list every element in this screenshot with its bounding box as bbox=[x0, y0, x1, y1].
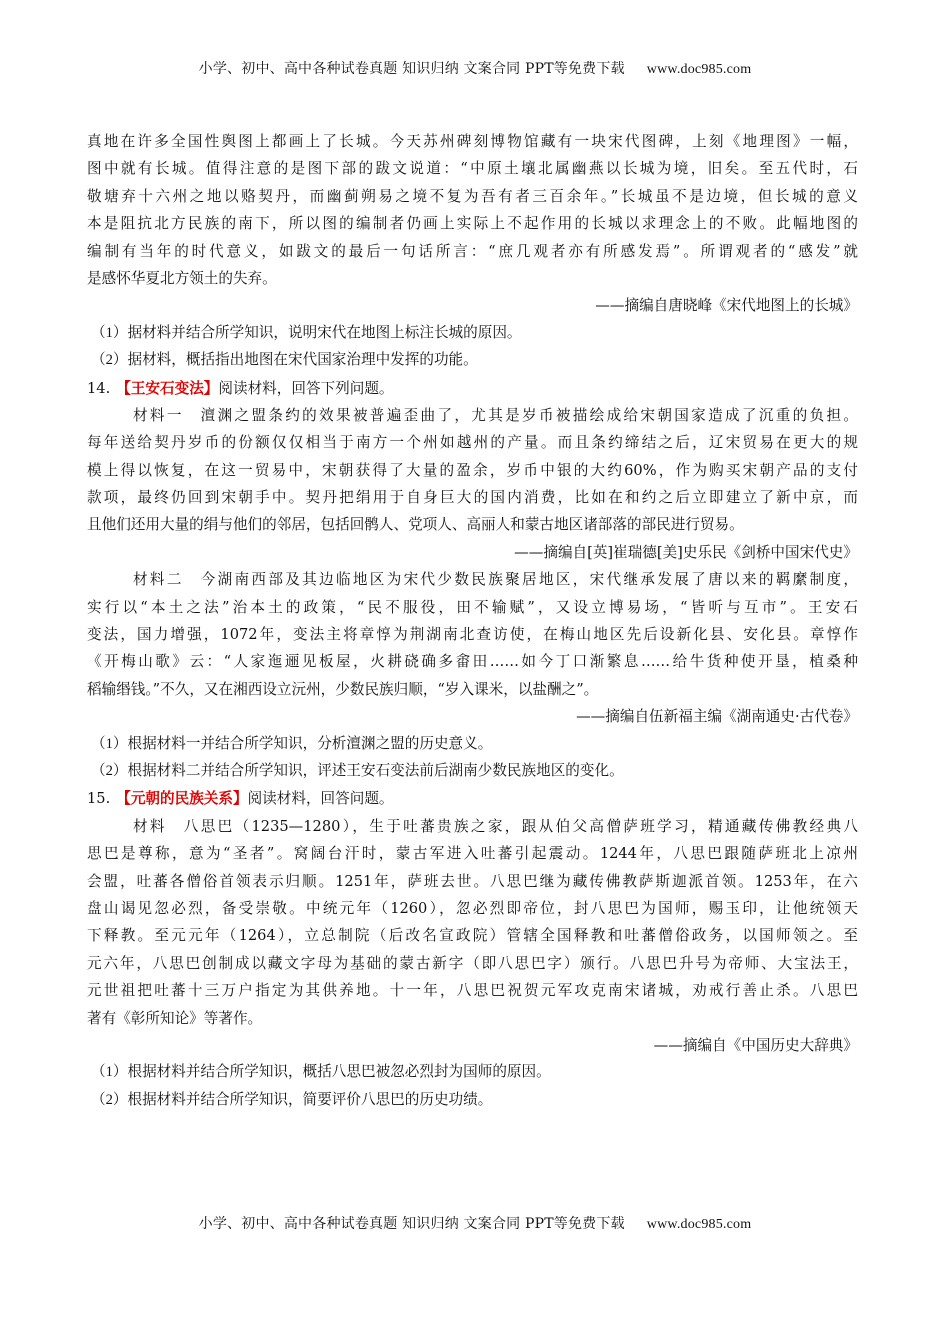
paragraph-line: 下释教。至元元年（1264），立总制院（后改名宣政院）管辖全国释教和吐蕃僧俗政务，以国师领之。至 bbox=[87, 927, 858, 945]
question-item: （2）据材料，概括指出地图在宋代国家治理中发挥的功能。 bbox=[91, 352, 478, 369]
source-citation: ——摘编自唐晓峰《宋代地图上的长城》 bbox=[595, 297, 858, 315]
footer-text: 小学、初中、高中各种试卷真题 知识归纳 文案合同 PPT等免费下载 bbox=[198, 1216, 625, 1232]
question-heading bbox=[87, 375, 858, 402]
question-topic-label: 【王安石变法】 bbox=[116, 379, 219, 397]
question-instruction: 阅读材料，回答问题。 bbox=[247, 790, 394, 808]
source-citation: ——摘编自《中国历史大辞典》 bbox=[653, 1036, 858, 1054]
paragraph-line: 且他们还用大量的绢与他们的邻居，包括回鹘人、党项人、高丽人和蒙古地区诸部落的部民进行贸易。 bbox=[87, 516, 744, 534]
question-topic-label: 【元朝的民族关系】 bbox=[116, 790, 248, 808]
paragraph-line: 会盟，吐蕃各僧俗首领表示归顺。1251年，萨班去世。八思巴继为藏传佛教萨斯迦派首领。1253年，在六 bbox=[87, 872, 858, 890]
paragraph-line: 实行以“本土之法”治本土的政策，“民不服役，田不输赋”，又设立博易场，“皆听与互市”。王安石 bbox=[87, 598, 858, 616]
paragraph-line: 模上得以恢复，在这一贸易中，宋朝获得了大量的盈余，岁币中银的大约60%，作为购买宋朝产品的支付 bbox=[87, 461, 858, 479]
page-header bbox=[0, 58, 950, 78]
question-instruction: 阅读材料，回答下列问题。 bbox=[218, 379, 394, 397]
paragraph-line: 真地在许多全国性舆图上都画上了长城。今天苏州碑刻博物馆藏有一块宋代图碑，上刻《地理图》一幅， bbox=[87, 133, 858, 150]
paragraph-line: 本是阻抗北方民族的南下，所以图的编制者仍画上实际上不起作用的长城以求理念上的不败。此幅地图的 bbox=[87, 215, 858, 233]
paragraph-line: 是感怀华夏北方领土的失弃。 bbox=[87, 269, 277, 287]
question-item: （1）根据材料一并结合所学知识，分析澶渊之盟的历史意义。 bbox=[91, 735, 493, 752]
document-body bbox=[87, 128, 858, 1114]
question-number: 14. bbox=[87, 379, 111, 397]
paragraph-line: 思巴是尊称，意为“圣者”。窝阔台汗时，蒙古军进入吐蕃引起震动。1244年，八思巴跟随萨班北上凉州 bbox=[87, 845, 858, 863]
header-text: 小学、初中、高中各种试卷真题 知识归纳 文案合同 PPT等免费下载 bbox=[198, 61, 625, 77]
header-url[interactable]: www.doc985.com bbox=[646, 62, 752, 77]
material-line: 材料二 今湖南西部及其边临地区为宋代少数民族聚居地区，宋代继承发展了唐以来的羁縻制度， bbox=[133, 571, 858, 589]
material-line: 材料 八思巴（1235—1280），生于吐蕃贵族之家，跟从伯父高僧萨班学习，精通藏传佛教经典八 bbox=[133, 817, 858, 835]
paragraph-line: 元六年，八思巴创制成以藏文字母为基础的蒙古新字（即八思巴字）颁行。八思巴升号为帝师、大宝法王， bbox=[87, 954, 858, 972]
question-number: 15. bbox=[87, 790, 111, 808]
source-citation: ——摘编自[英]崔瑞德[美]史乐民《剑桥中国宋代史》 bbox=[514, 543, 858, 561]
paragraph-line: 每年送给契丹岁币的份额仅仅相当于南方一个州如越州的产量。而且条约缔结之后，辽宋贸易在更大的规 bbox=[87, 434, 858, 452]
question-item: （1）根据材料并结合所学知识，概括八思巴被忽必烈封为国师的原因。 bbox=[91, 1064, 551, 1081]
paragraph-line: 图中就有长城。值得注意的是图下部的跋文说道：“中原土壤北属幽燕以长城为境，旧矣。至五代时，石 bbox=[87, 160, 858, 178]
paragraph-line: 元世祖把吐蕃十三万户指定为其供养地。十一年，八思巴祝贺元军攻克南宋诸城，劝戒行善止杀。八思巴 bbox=[87, 982, 858, 1000]
source-citation: ——摘编自伍新福主编《湖南通史·古代卷》 bbox=[576, 708, 858, 726]
question-heading bbox=[87, 785, 858, 812]
footer-url[interactable]: www.doc985.com bbox=[646, 1217, 752, 1232]
paragraph-line: 变法，国力增强，1072年，变法主将章惇为荆湖南北查访使，在梅山地区先后设新化县、安化县。章惇作 bbox=[87, 626, 858, 644]
question-item: （1）据材料并结合所学知识，说明宋代在地图上标注长城的原因。 bbox=[91, 324, 522, 341]
paragraph-line: 编制有当年的时代意义，如跋文的最后一句话所言：“庶几观者亦有所感发焉”。所谓观者的“感发”就 bbox=[87, 242, 858, 260]
paragraph-line: 《开梅山歌》云：“人家迤逦见板屋，火耕硗确多畬田……如今丁口渐繁息……给牛货种使开垦，植桑种 bbox=[87, 653, 858, 671]
paragraph-line: 款项，最终仍回到宋朝手中。契丹把绢用于自身巨大的国内消费，比如在和约之后立即建立了新中京，而 bbox=[87, 489, 858, 507]
material-line: 材料一 澶渊之盟条约的效果被普遍歪曲了，尤其是岁币被描绘成给宋朝国家造成了沉重的负担。 bbox=[133, 406, 858, 424]
page-footer bbox=[0, 1213, 950, 1233]
question-item: （2）根据材料二并结合所学知识，评述王安石变法前后湖南少数民族地区的变化。 bbox=[91, 762, 624, 779]
paragraph-line: 盘山谒见忽必烈，备受崇敬。中统元年（1260），忽必烈即帝位，封八思巴为国师，赐玉印，让他统领天 bbox=[87, 899, 858, 917]
paragraph-line: 敬塘弃十六州之地以赂契丹，而幽蓟朔易之境不复为吾有者三百余年。”长城虽不是边境，但长城的意义 bbox=[87, 187, 858, 205]
question-item: （2）根据材料并结合所学知识，简要评价八思巴的历史功绩。 bbox=[91, 1091, 493, 1108]
paragraph-line: 著有《彰所知论》等著作。 bbox=[87, 1009, 263, 1027]
paragraph-line: 稻输缗钱。”不久，又在湘西设立沅州，少数民族归顺，“岁入课米，以盐酬之”。 bbox=[87, 680, 599, 698]
